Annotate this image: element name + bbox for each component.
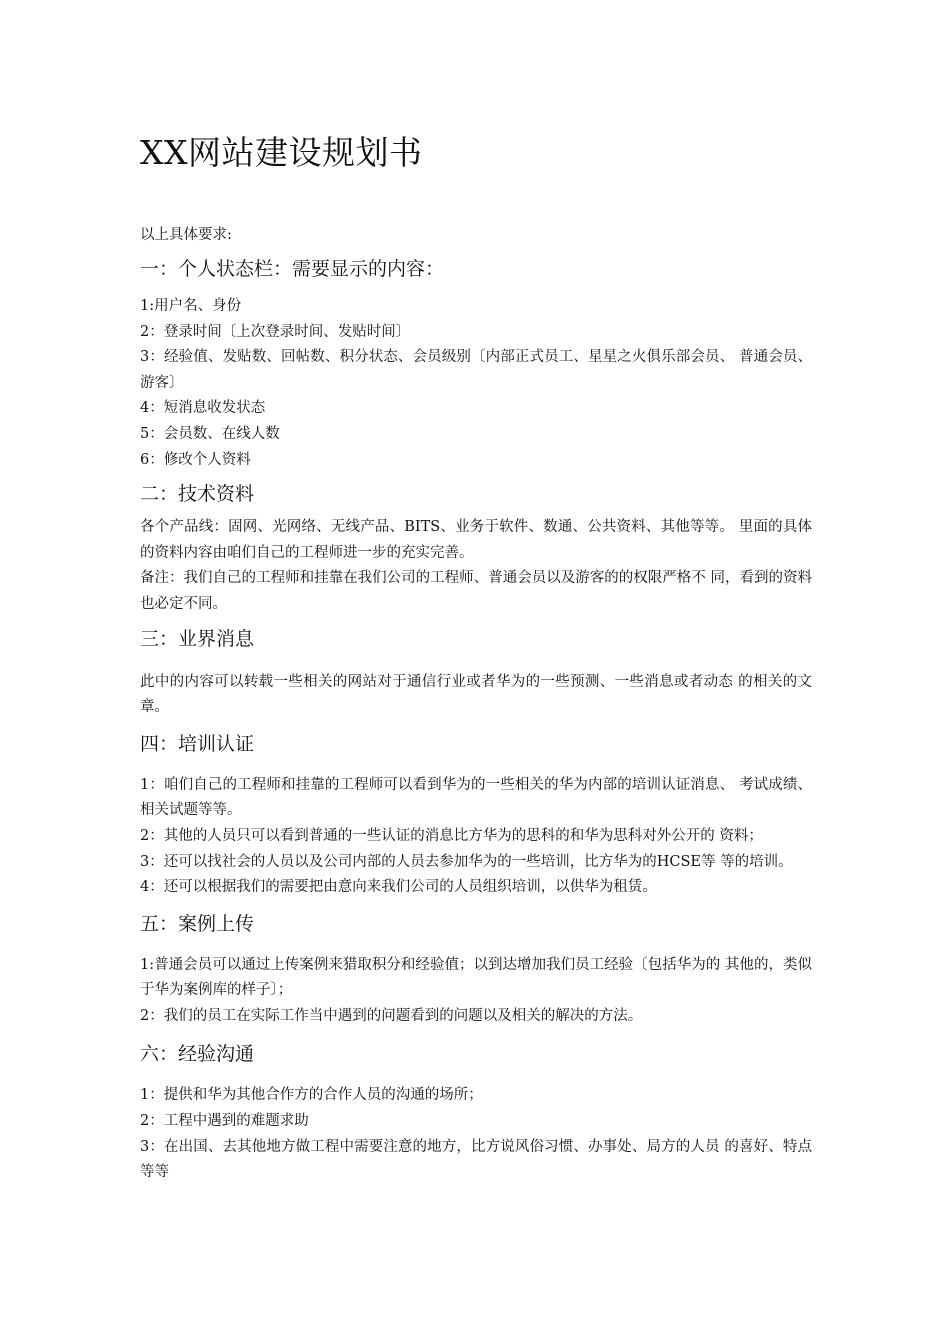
paragraph: 6：修改个人资料	[140, 451, 251, 468]
paragraph: 各个产品线：固网、光网络、无线产品、BITS、业务于软件、数通、公共资料、其他等等。 里面的具体的资料内容由咱们自己的工程师进一步的充实完善。	[140, 519, 812, 561]
section-industry-news	[140, 624, 812, 721]
section-heading: 三：业界消息	[140, 627, 255, 650]
paragraph: 4：还可以根据我们的需要把由意向来我们公司的人员组织培训，以供华为租赁。	[140, 879, 657, 896]
paragraph: 此中的内容可以转载一些相关的网站对于通信行业或者华为的一些预测、一些消息或者动态 的相关的文章。	[140, 673, 812, 716]
section-heading: 六：经验沟通	[140, 1043, 255, 1066]
paragraph: 3：还可以找社会的人员以及公司内部的人员去参加华为的一些培训，比方华为的HCSE等 等的培训。	[140, 853, 793, 870]
paragraph: 5：会员数、在线人数	[140, 425, 280, 442]
paragraph: 4：短消息收发状态	[140, 400, 266, 417]
paragraph: 3：经验值、发贴数、回帖数、积分状态、会员级别〔内部正式员工、星星之火俱乐部会员、 普通会员、游客〕	[140, 349, 812, 391]
paragraph: 1：提供和华为其他合作方的合作人员的沟通的场所；	[140, 1087, 483, 1104]
paragraph: 2：工程中遇到的难题求助	[140, 1113, 309, 1130]
paragraph: 备注：我们自己的工程师和挂靠在我们公司的工程师、普通会员以及游客的的权限严格不 同，看到的资料也必定不同。	[140, 570, 812, 612]
paragraph: 3：在出国、去其他地方做工程中需要注意的地方，比方说风俗习惯、办事处、局方的人员 的喜好、特点等等	[140, 1138, 812, 1181]
document-title: XX网站建设规划书	[140, 133, 423, 172]
paragraph: 1:用户名、身份	[140, 298, 242, 314]
section-heading: 一：个人状态栏：需要显示的内容：	[140, 258, 445, 280]
paragraph: 2：其他的人员只可以看到普通的一些认证的消息比方华为的思科的和华为思科对外公开的 资料；	[140, 827, 763, 844]
paragraph: 1：咱们自己的工程师和挂靠的工程师可以看到华为的一些相关的华为内部的培训认证消息、 考试成绩、相关试题等等。	[140, 776, 812, 819]
section-body	[140, 1083, 812, 1185]
section-body	[140, 294, 812, 473]
section-heading: 五：案例上传	[140, 912, 255, 935]
section-heading: 二：技术资料	[140, 483, 255, 506]
paragraph: 1:普通会员可以通过上传案例来猎取积分和经验值；以到达增加我们员工经验〔包括华为的 其他的，类似于华为案例库的样子〕；	[140, 956, 812, 999]
section-training-certification	[140, 729, 812, 901]
section-experience-exchange	[140, 1039, 812, 1185]
document-content	[140, 132, 812, 1194]
section-personal-status	[140, 254, 812, 473]
section-case-upload	[140, 909, 812, 1030]
section-body	[140, 953, 812, 1030]
section-body	[140, 773, 812, 901]
section-heading: 四：培训认证	[140, 732, 255, 755]
section-body	[140, 670, 812, 721]
section-technical-materials	[140, 479, 812, 617]
intro-text: 以上具体要求:	[140, 227, 232, 243]
section-body	[140, 515, 812, 617]
paragraph: 2：我们的员工在实际工作当中遇到的问题看到的问题以及相关的解决的方法。	[140, 1007, 643, 1024]
paragraph: 2：登录时间〔上次登录时间、发贴时间〕	[140, 323, 411, 340]
